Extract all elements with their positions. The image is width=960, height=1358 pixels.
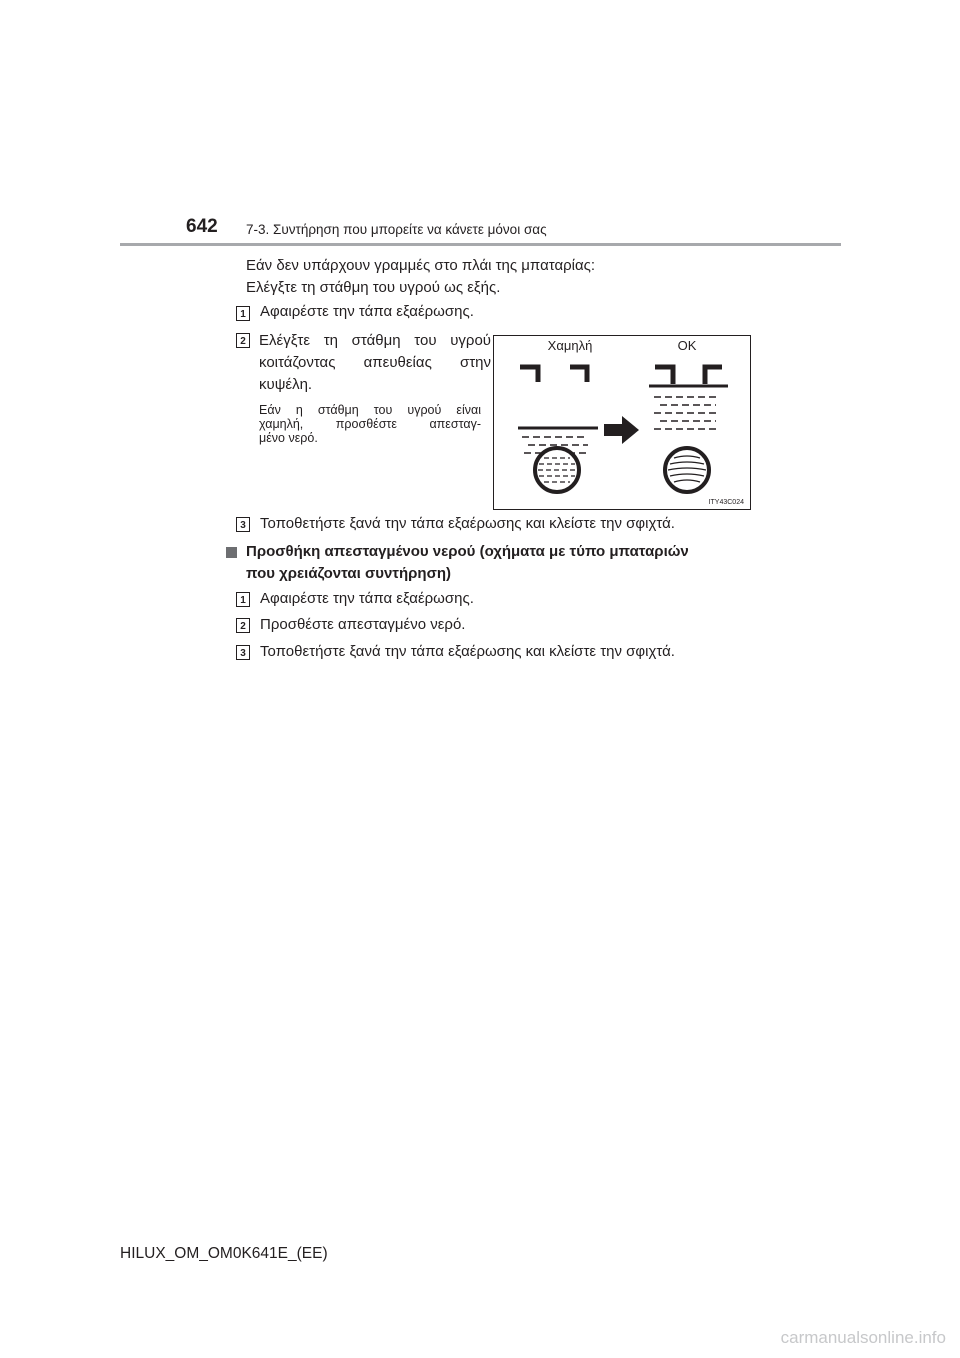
section-title: 7-3. Συντήρηση που μπορείτε να κάνετε μόνοι σας — [246, 222, 547, 237]
step-text-3: Τοποθετήστε ξανά την τάπα εξαέρωσης και κλείστε την σφιχτά. — [260, 515, 675, 532]
intro-line-2: Ελέγξτε τη στάθμη του υγρού ως εξής. — [246, 279, 501, 296]
ok-level-cell — [649, 338, 728, 492]
watermark: carmanualsonline.info — [780, 1328, 946, 1347]
label-low: Χαμηλή — [547, 338, 593, 353]
label-ok: OK — [677, 338, 697, 353]
step-number-2: 2 — [236, 333, 250, 348]
ok-fluid-dashes — [654, 397, 716, 429]
ok-level-view-circle — [665, 448, 709, 492]
intro-line-1: Εάν δεν υπάρχουν γραμμές στο πλάι της μπαταρίας: — [246, 257, 596, 274]
step-text-2-line-2: κοιτάζοντας απευθείας στην — [259, 354, 491, 371]
section-b-step-text-3: Τοποθετήστε ξανά την τάπα εξαέρωσης και κλείστε την σφιχτά. — [260, 643, 675, 660]
step-text-1: Αφαιρέστε την τάπα εξαέρωσης. — [260, 303, 474, 320]
step-text-2-line-1: Ελέγξτε τη στάθμη του υγρού — [259, 332, 491, 349]
section-heading-line-1: Προσθήκη απεσταγμένου νερού (οχήματα με τύπο μπαταριών — [246, 543, 689, 560]
note-line-3: μένο νερό. — [259, 431, 318, 445]
fluid-level-illustration — [494, 336, 750, 509]
section-b-step-number-1: 1 — [236, 592, 250, 607]
section-heading-line-2: που χρειάζονται συντήρηση) — [246, 565, 452, 582]
section-bullet-icon — [226, 547, 237, 558]
note-text — [259, 403, 481, 445]
arrow-right-icon — [604, 416, 639, 444]
section-heading — [246, 541, 746, 585]
step-text-2-line-3: κυψέλη. — [259, 376, 313, 393]
note-line-1: Εάν η στάθμη του υγρού είναι — [259, 403, 481, 417]
footer-doc-code: HILUX_OM_OM0K641E_(EE) — [120, 1245, 328, 1262]
section-b-step-text-2: Προσθέστε απεσταγμένο νερό. — [260, 616, 466, 633]
note-line-2: χαμηλή, προσθέστε απεσταγ- — [259, 417, 481, 431]
section-b-step-number-2: 2 — [236, 618, 250, 633]
ok-plate-left — [655, 367, 673, 384]
step-number-3: 3 — [236, 517, 250, 532]
page-number: 642 — [186, 216, 218, 237]
section-b-step-text-1: Αφαιρέστε την τάπα εξαέρωσης. — [260, 590, 474, 607]
ok-plate-right — [705, 367, 722, 384]
section-b-step-number-3: 3 — [236, 645, 250, 660]
low-level-cell — [518, 338, 598, 492]
header-rule — [120, 243, 841, 246]
figure-code: ITY43C024 — [708, 499, 744, 506]
low-plate-left — [520, 367, 538, 382]
step-number-1: 1 — [236, 306, 250, 321]
low-plate-right — [570, 367, 587, 382]
fluid-level-figure — [493, 335, 751, 510]
